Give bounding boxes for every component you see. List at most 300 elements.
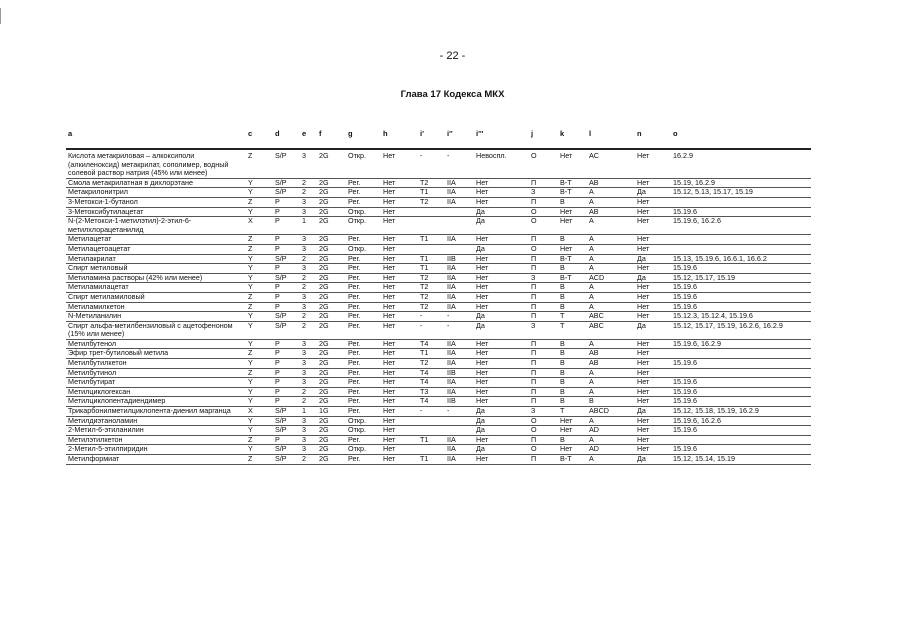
table-cell: Нет xyxy=(558,149,587,178)
table-cell: П xyxy=(529,349,558,359)
product-name-cell: Метилдиэтаноламин xyxy=(66,416,246,426)
table-cell: Нет xyxy=(474,292,529,302)
table-cell: Y xyxy=(246,264,273,274)
table-cell: В-Т xyxy=(558,254,587,264)
table-cell: Нет xyxy=(474,339,529,349)
product-name-cell: Кислота метакриловая – алкоксиполи (алкиленоксид) метакрилат, сополимер, водный солевой раствор натрия (45% или менее) xyxy=(66,149,246,178)
table-cell: A xyxy=(587,435,635,445)
document-title: Глава 17 Кодекса МКХ xyxy=(400,89,505,100)
table-cell xyxy=(418,445,445,455)
table-cell: 1G xyxy=(317,407,346,417)
product-name-cell: 3-Метоксибутилацетат xyxy=(66,207,246,217)
table-cell: В xyxy=(558,368,587,378)
table-cell: A xyxy=(587,368,635,378)
product-name-cell: Трикарбонилметилциклопента-диенил марганца xyxy=(66,407,246,417)
column-header: l xyxy=(589,128,592,138)
table-cell: X xyxy=(246,407,273,417)
table-cell: 15.19.6, 16.2.9 xyxy=(671,339,811,349)
table-cell xyxy=(418,244,445,254)
table-cell: Y xyxy=(246,254,273,264)
table-cell: IIA xyxy=(445,378,474,388)
chemical-table xyxy=(66,118,811,465)
table-row xyxy=(66,435,811,445)
table-cell: В xyxy=(558,292,587,302)
table-cell: П xyxy=(529,359,558,369)
table-cell: Да xyxy=(474,217,529,235)
table-cell: Да xyxy=(635,188,671,198)
table-cell: Да xyxy=(635,273,671,283)
table-cell: Да xyxy=(474,321,529,339)
table-cell: Откр. xyxy=(346,149,381,178)
table-cell: T2 xyxy=(418,302,445,312)
table-cell: Нет xyxy=(635,378,671,388)
table-row xyxy=(66,207,811,217)
table-cell xyxy=(671,197,811,207)
table-cell: Нет xyxy=(635,283,671,293)
table-cell: 2G xyxy=(317,349,346,359)
table-cell: Нет xyxy=(635,302,671,312)
table-cell: IIA xyxy=(445,273,474,283)
table-cell: 15.12, 5.13, 15.17, 15.19 xyxy=(671,188,811,198)
table-cell: Нет xyxy=(381,435,418,445)
table-cell: Нет xyxy=(474,397,529,407)
table-cell: IIA xyxy=(445,435,474,445)
table-cell: Нет xyxy=(474,273,529,283)
table-cell: Да xyxy=(474,407,529,417)
table-cell: S/P xyxy=(273,312,300,322)
table-cell: T4 xyxy=(418,397,445,407)
table-cell xyxy=(418,207,445,217)
table-cell: P xyxy=(273,197,300,207)
table-cell: 2G xyxy=(317,292,346,302)
table-cell: Нет xyxy=(558,217,587,235)
table-cell: 15.19.6 xyxy=(671,207,811,217)
table-cell: A xyxy=(587,188,635,198)
column-header: a xyxy=(68,128,73,138)
product-name-cell: Метиламина растворы (42% или менее) xyxy=(66,273,246,283)
table-cell: Да xyxy=(474,426,529,436)
table-cell: 2G xyxy=(317,397,346,407)
table-cell: 2G xyxy=(317,235,346,245)
table-cell: AB xyxy=(587,349,635,359)
table-cell: Y xyxy=(246,397,273,407)
chemical-table-container xyxy=(66,118,811,465)
product-name-cell: Метилацетоацетат xyxy=(66,244,246,254)
table-cell: Нет xyxy=(635,217,671,235)
column-header: d xyxy=(275,128,280,138)
table-cell: Откр. xyxy=(346,244,381,254)
table-cell xyxy=(418,217,445,235)
table-cell: Нет xyxy=(474,197,529,207)
table-cell: P xyxy=(273,435,300,445)
table-cell: Нет xyxy=(381,368,418,378)
table-cell: A xyxy=(587,292,635,302)
table-cell: 2G xyxy=(317,283,346,293)
table-cell: 15.12, 15.18, 15.19, 16.2.9 xyxy=(671,407,811,417)
table-cell: О xyxy=(529,426,558,436)
product-name-cell: Метилбутинол xyxy=(66,368,246,378)
table-cell: 2G xyxy=(317,387,346,397)
table-cell xyxy=(445,244,474,254)
table-cell: B xyxy=(587,397,635,407)
table-cell: Нет xyxy=(381,292,418,302)
table-cell: 3 xyxy=(300,292,317,302)
table-cell: В xyxy=(558,283,587,293)
table-cell: Нет xyxy=(635,445,671,455)
table-row xyxy=(66,426,811,436)
table-cell: Z xyxy=(246,244,273,254)
table-cell: П xyxy=(529,254,558,264)
table-cell: 3 xyxy=(300,359,317,369)
table-cell: Откр. xyxy=(346,207,381,217)
table-cell: Рег. xyxy=(346,387,381,397)
table-cell: П xyxy=(529,312,558,322)
table-cell: Y xyxy=(246,445,273,455)
table-cell: Нет xyxy=(474,264,529,274)
table-cell: Рег. xyxy=(346,235,381,245)
table-cell: 15.12, 15.17, 15.19, 16.2.6, 16.2.9 xyxy=(671,321,811,339)
table-cell: В xyxy=(558,197,587,207)
table-cell: Нет xyxy=(474,254,529,264)
table-cell: T4 xyxy=(418,368,445,378)
table-cell: 15.13, 15.19.6, 16.6.1, 16.6.2 xyxy=(671,254,811,264)
table-cell: Нет xyxy=(381,207,418,217)
table-cell: Нет xyxy=(635,349,671,359)
table-cell: S/P xyxy=(273,455,300,465)
table-cell: AD xyxy=(587,426,635,436)
table-cell: T2 xyxy=(418,292,445,302)
table-cell: IIB xyxy=(445,368,474,378)
table-cell: Y xyxy=(246,416,273,426)
table-cell: AB xyxy=(587,178,635,188)
table-cell: 2 xyxy=(300,455,317,465)
table-cell: 2 xyxy=(300,254,317,264)
table-cell: Нет xyxy=(635,312,671,322)
table-cell: Y xyxy=(246,273,273,283)
table-cell xyxy=(671,368,811,378)
table-cell: Нет xyxy=(635,397,671,407)
table-cell: Нет xyxy=(635,197,671,207)
table-cell: A xyxy=(587,264,635,274)
table-cell: IIA xyxy=(445,235,474,245)
table-cell: Нет xyxy=(474,283,529,293)
product-name-cell: Метилформиат xyxy=(66,455,246,465)
table-cell: IIA xyxy=(445,264,474,274)
table-cell: IIA xyxy=(445,178,474,188)
product-name-cell: N-Метиланилин xyxy=(66,312,246,322)
table-cell: 2G xyxy=(317,455,346,465)
table-cell: Z xyxy=(246,235,273,245)
table-cell: - xyxy=(418,407,445,417)
table-cell: Нет xyxy=(381,321,418,339)
table-cell: P xyxy=(273,378,300,388)
table-cell: A xyxy=(587,254,635,264)
table-cell: Нет xyxy=(381,264,418,274)
table-cell: 2G xyxy=(317,378,346,388)
table-cell: Рег. xyxy=(346,178,381,188)
table-cell: Нет xyxy=(474,435,529,445)
table-cell: 15.19.6 xyxy=(671,264,811,274)
table-cell: Z xyxy=(246,197,273,207)
table-row xyxy=(66,273,811,283)
table-cell: Рег. xyxy=(346,273,381,283)
product-name-cell: 2-Метил-5-этилпиридин xyxy=(66,445,246,455)
table-cell: В xyxy=(558,387,587,397)
table-cell: P xyxy=(273,283,300,293)
table-cell: Рег. xyxy=(346,312,381,322)
table-cell: 2G xyxy=(317,312,346,322)
table-cell: Нет xyxy=(474,235,529,245)
product-name-cell: 3-Метокси-1-бутанол xyxy=(66,197,246,207)
table-cell: В-Т xyxy=(558,455,587,465)
table-cell: 3 xyxy=(300,264,317,274)
table-cell: 2 xyxy=(300,321,317,339)
table-cell: Нет xyxy=(381,378,418,388)
table-cell: AC xyxy=(587,149,635,178)
column-header: i'' xyxy=(447,128,453,138)
table-cell: О xyxy=(529,416,558,426)
table-cell: 3 xyxy=(300,445,317,455)
table-cell: S/P xyxy=(273,254,300,264)
table-cell: IIA xyxy=(445,387,474,397)
product-name-cell: Эфир трет-бутиловый метила xyxy=(66,349,246,359)
table-cell: T1 xyxy=(418,264,445,274)
product-name-cell: Метилацетат xyxy=(66,235,246,245)
table-cell: 15.19.6 xyxy=(671,359,811,369)
table-row xyxy=(66,359,811,369)
table-cell: Нет xyxy=(474,359,529,369)
table-cell: 2G xyxy=(317,197,346,207)
table-cell: Y xyxy=(246,312,273,322)
table-row xyxy=(66,302,811,312)
table-cell: В xyxy=(558,397,587,407)
table-cell: В xyxy=(558,349,587,359)
table-cell: 2G xyxy=(317,416,346,426)
table-cell: S/P xyxy=(273,188,300,198)
table-cell: Откр. xyxy=(346,426,381,436)
table-cell: О xyxy=(529,445,558,455)
table-row xyxy=(66,368,811,378)
table-cell: - xyxy=(418,321,445,339)
table-cell: IIA xyxy=(445,292,474,302)
table-cell: T1 xyxy=(418,435,445,445)
table-cell: IIB xyxy=(445,397,474,407)
table-cell: З xyxy=(529,321,558,339)
table-cell: В xyxy=(558,435,587,445)
table-cell: Рег. xyxy=(346,188,381,198)
table-row xyxy=(66,312,811,322)
table-cell xyxy=(671,244,811,254)
table-cell: A xyxy=(587,378,635,388)
table-cell: Нет xyxy=(474,455,529,465)
product-name-cell: Метиламилацетат xyxy=(66,283,246,293)
table-cell: П xyxy=(529,455,558,465)
table-cell: 3 xyxy=(300,435,317,445)
table-cell: В xyxy=(558,302,587,312)
table-row xyxy=(66,244,811,254)
column-header: g xyxy=(348,128,353,138)
table-cell: IIB xyxy=(445,254,474,264)
table-cell: T3 xyxy=(418,387,445,397)
table-row xyxy=(66,378,811,388)
product-name-cell: N-(2-Метокси-1-метилэтил)-2-этил-6-метилхлорацетанилид xyxy=(66,217,246,235)
table-cell: 3 xyxy=(300,349,317,359)
table-cell xyxy=(445,207,474,217)
table-cell: Нет xyxy=(635,264,671,274)
table-cell: - xyxy=(445,312,474,322)
table-row xyxy=(66,321,811,339)
table-cell: AD xyxy=(587,445,635,455)
table-cell: П xyxy=(529,368,558,378)
table-cell: 3 xyxy=(300,302,317,312)
table-cell: П xyxy=(529,235,558,245)
table-cell: Y xyxy=(246,378,273,388)
table-cell xyxy=(671,435,811,445)
table-row xyxy=(66,339,811,349)
table-cell: Y xyxy=(246,387,273,397)
table-cell: 15.19.6 xyxy=(671,426,811,436)
table-cell: P xyxy=(273,368,300,378)
table-cell: S/P xyxy=(273,416,300,426)
table-cell: Нет xyxy=(381,283,418,293)
table-cell: П xyxy=(529,397,558,407)
product-name-cell: Метакрилонитрил xyxy=(66,188,246,198)
table-cell: 15.19, 16.2.9 xyxy=(671,178,811,188)
table-cell xyxy=(671,235,811,245)
table-row xyxy=(66,455,811,465)
table-cell: A xyxy=(587,302,635,312)
table-cell: 2 xyxy=(300,178,317,188)
table-cell: T1 xyxy=(418,188,445,198)
table-cell: 2 xyxy=(300,188,317,198)
table-cell: Нет xyxy=(635,426,671,436)
table-row xyxy=(66,188,811,198)
table-cell: Нет xyxy=(635,178,671,188)
table-cell: Откр. xyxy=(346,416,381,426)
table-cell: 15.19.6 xyxy=(671,292,811,302)
table-cell: 2G xyxy=(317,178,346,188)
table-cell: 15.19.6 xyxy=(671,445,811,455)
table-body xyxy=(66,149,811,464)
table-cell: P xyxy=(273,235,300,245)
table-cell: T2 xyxy=(418,178,445,188)
table-cell: 15.19.6 xyxy=(671,397,811,407)
table-cell: 3 xyxy=(300,149,317,178)
table-cell: П xyxy=(529,197,558,207)
table-cell: A xyxy=(587,283,635,293)
table-cell: З xyxy=(529,273,558,283)
table-cell: T1 xyxy=(418,235,445,245)
table-cell: T1 xyxy=(418,254,445,264)
table-cell: P xyxy=(273,359,300,369)
table-cell: ACD xyxy=(587,273,635,283)
column-header: k xyxy=(560,128,565,138)
table-cell: S/P xyxy=(273,407,300,417)
product-name-cell: Метилбутират xyxy=(66,378,246,388)
table-cell: Да xyxy=(474,244,529,254)
table-cell: Y xyxy=(246,339,273,349)
table-cell: 15.19.6 xyxy=(671,302,811,312)
table-cell: О xyxy=(529,217,558,235)
table-cell: 15.12.3, 15.12.4, 15.19.6 xyxy=(671,312,811,322)
table-cell: 1 xyxy=(300,217,317,235)
table-row xyxy=(66,197,811,207)
table-cell: 15.19.6, 16.2.6 xyxy=(671,217,811,235)
table-cell: Нет xyxy=(474,349,529,359)
table-cell: Да xyxy=(635,455,671,465)
table-cell: Нет xyxy=(558,244,587,254)
table-cell: T4 xyxy=(418,378,445,388)
table-cell: Рег. xyxy=(346,407,381,417)
table-cell: - xyxy=(418,149,445,178)
table-cell: IIA xyxy=(445,283,474,293)
product-name-cell: Метилциклогексан xyxy=(66,387,246,397)
table-cell: 15.19.6 xyxy=(671,283,811,293)
table-cell: Нет xyxy=(381,178,418,188)
table-cell: 2G xyxy=(317,359,346,369)
table-cell: Нет xyxy=(558,416,587,426)
page-number: - 22 - xyxy=(439,50,466,62)
table-cell: Нет xyxy=(381,273,418,283)
table-cell: Да xyxy=(474,207,529,217)
table-cell: Т xyxy=(558,407,587,417)
table-cell: Y xyxy=(246,207,273,217)
table-cell: - xyxy=(445,321,474,339)
table-cell: - xyxy=(418,312,445,322)
table-cell: Y xyxy=(246,426,273,436)
table-cell: Нет xyxy=(381,217,418,235)
table-cell: A xyxy=(587,197,635,207)
table-cell: S/P xyxy=(273,178,300,188)
table-cell: P xyxy=(273,244,300,254)
table-cell: X xyxy=(246,217,273,235)
table-cell: 2 xyxy=(300,397,317,407)
table-cell: Да xyxy=(474,312,529,322)
table-cell: Откр. xyxy=(346,217,381,235)
table-cell xyxy=(445,217,474,235)
table-cell xyxy=(445,426,474,436)
table-cell: Y xyxy=(246,359,273,369)
table-cell: Рег. xyxy=(346,359,381,369)
product-name-cell: 2-Метил-6-этиланилин xyxy=(66,426,246,436)
table-cell: A xyxy=(587,235,635,245)
table-cell: A xyxy=(587,217,635,235)
table-cell: T2 xyxy=(418,359,445,369)
table-cell: 2G xyxy=(317,435,346,445)
table-cell: В xyxy=(558,339,587,349)
table-cell: 2 xyxy=(300,283,317,293)
table-cell: Рег. xyxy=(346,339,381,349)
table-cell: 3 xyxy=(300,244,317,254)
table-cell: IIA xyxy=(445,455,474,465)
table-cell: 15.19.6, 16.2.6 xyxy=(671,416,811,426)
table-cell: 3 xyxy=(300,426,317,436)
table-cell: Нет xyxy=(381,302,418,312)
product-name-cell: Метилбутенол xyxy=(66,339,246,349)
table-cell: Нет xyxy=(474,188,529,198)
table-cell: Нет xyxy=(635,368,671,378)
table-cell: Рег. xyxy=(346,292,381,302)
table-cell: 16.2.9 xyxy=(671,149,811,178)
table-cell: S/P xyxy=(273,445,300,455)
table-cell: Рег. xyxy=(346,197,381,207)
table-cell: 3 xyxy=(300,197,317,207)
table-cell: В xyxy=(558,235,587,245)
table-cell: П xyxy=(529,178,558,188)
table-cell: Z xyxy=(246,368,273,378)
table-cell: Y xyxy=(246,188,273,198)
table-cell: Z xyxy=(246,455,273,465)
